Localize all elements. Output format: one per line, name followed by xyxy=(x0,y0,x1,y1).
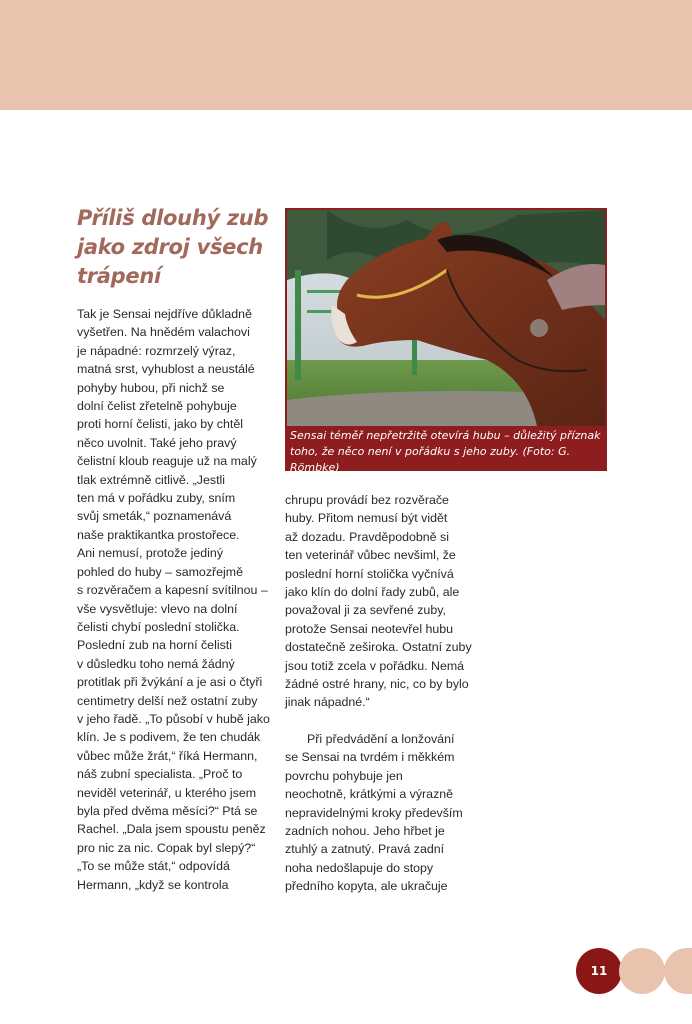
text-line: tlak extrémně citlivě. „Jestli xyxy=(77,472,226,487)
text-line: svůj smeták,“ poznamenává xyxy=(77,509,232,524)
text-line: naše praktikantka prostořece. xyxy=(77,527,240,542)
text-line: chrupu provádí bez rozvěrače xyxy=(285,493,449,507)
page-number: 11 xyxy=(576,948,622,994)
text-line: s rozvěračem a kapesní svítilnou – xyxy=(77,583,268,598)
text-line: v jeho řadě. „To působí v hubě jako xyxy=(77,711,270,726)
paragraph xyxy=(285,730,475,896)
text-line: ten veterinář vůbec nevšiml, že xyxy=(285,548,456,563)
text-line: vyšetřen. Na hnědém valachovi xyxy=(77,325,250,340)
text-line: neviděl veterinář, u kterého jsem xyxy=(77,785,257,800)
text-line: Tak je Sensai nejdříve důkladně xyxy=(77,307,252,321)
text-line: pohyby hubou, při nichž se xyxy=(77,380,225,395)
text-column-right xyxy=(285,491,475,896)
heading-line-2: jako zdroj všech xyxy=(77,235,263,259)
text-line: ten má v pořádku zuby, sním xyxy=(77,491,236,506)
text-line: ztuhlý a zatnutý. Pravá zadní xyxy=(285,842,445,857)
text-line: Při předvádění a lonžování xyxy=(307,731,455,746)
heading-line-3: trápení xyxy=(77,264,161,288)
text-line: „To se může stát,“ odpovídá xyxy=(77,859,230,874)
text-line: náš zubní specialista. „Proč to xyxy=(77,767,243,782)
text-line: proti horní čelisti, jako by chtěl xyxy=(77,417,243,432)
text-line: se Sensai na tvrdém i měkkém xyxy=(285,750,455,765)
text-line: dostatečně zeširoka. Ostatní zuby xyxy=(285,640,472,655)
text-line: vše vysvětluje: vlevo na dolní xyxy=(77,601,238,616)
text-line: dolní čelist zřetelně pohybuje xyxy=(77,399,237,414)
text-line: protože Sensai neotevřel hubu xyxy=(285,621,454,636)
text-line: povrchu pohybuje jen xyxy=(285,768,403,783)
text-line: jinak nápadné.“ xyxy=(285,695,370,710)
text-line: noha nedošlapuje do stopy xyxy=(285,860,434,875)
photo-caption: Sensai téměř nepřetržitě otevírá hubu – důležitý příznak toho, že něco není v pořádku s jeho zuby. (Foto: G. Römbke) xyxy=(290,429,601,474)
text-line: poslední horní stolička vyčnívá xyxy=(285,566,454,581)
text-line: předního kopyta, ale ukračuje xyxy=(285,879,448,894)
text-column-left xyxy=(77,305,273,894)
text-line: matná srst, vyhublost a neustálé xyxy=(77,362,255,377)
text-line: až dozadu. Pravděpodobně si xyxy=(285,529,449,544)
text-line: Poslední zub na horní čelisti xyxy=(77,638,232,653)
text-line: vůbec může žrát,“ říká Hermann, xyxy=(77,748,258,763)
text-line: jsou totiž zcela v pořádku. Nemá xyxy=(285,658,465,673)
text-line: protitlak při žvýkání a je asi o čtyři xyxy=(77,675,263,690)
paragraph xyxy=(77,305,273,894)
article-heading xyxy=(77,204,277,291)
text-line: centimetry delší než ostatní zuby xyxy=(77,693,258,708)
decorative-circle xyxy=(619,948,665,994)
text-line: pohled do huby – samozřejmě xyxy=(77,564,243,579)
text-line: v důsledku toho nemá žádný xyxy=(77,656,235,671)
text-line: je nápadné: rozmrzelý výraz, xyxy=(77,343,236,358)
text-line: zadních nohou. Jeho hřbet je xyxy=(285,823,445,838)
text-line: byla před dvěma měsíci?“ Ptá se xyxy=(77,803,258,818)
paragraph xyxy=(285,491,475,712)
text-line: považoval ji za sevřené zuby, xyxy=(285,603,446,618)
text-line: neochotně, krátkými a výrazně xyxy=(285,787,454,802)
text-line: huby. Přitom nemusí být vidět xyxy=(285,511,448,526)
text-line: čelisti chybí poslední stolička. xyxy=(77,619,240,634)
header-band xyxy=(0,0,692,110)
text-line: žádné ostré hrany, nic, co by bylo xyxy=(285,677,469,692)
text-line: pro nic za nic. Copak byl slepý?“ xyxy=(77,840,256,855)
heading-line-1: Příliš dlouhý zub xyxy=(77,206,269,230)
text-line: čelistní kloub reaguje už na malý xyxy=(77,454,257,469)
horse-photo xyxy=(287,210,605,426)
text-line: Ani nemusí, protože jediný xyxy=(77,546,224,561)
text-line: klín. Je s podivem, že ten chudák xyxy=(77,730,261,745)
text-line: nepravidelnými kroky především xyxy=(285,805,463,820)
text-line: Rachel. „Dala jsem spoustu peněz xyxy=(77,822,266,837)
text-line: něco uvolnit. Také jeho pravý xyxy=(77,435,237,450)
decorative-circle xyxy=(664,948,692,994)
text-line: jako klín do dolní řady zubů, ale xyxy=(285,585,460,600)
text-line: Hermann, „když se kontrola xyxy=(77,877,229,892)
